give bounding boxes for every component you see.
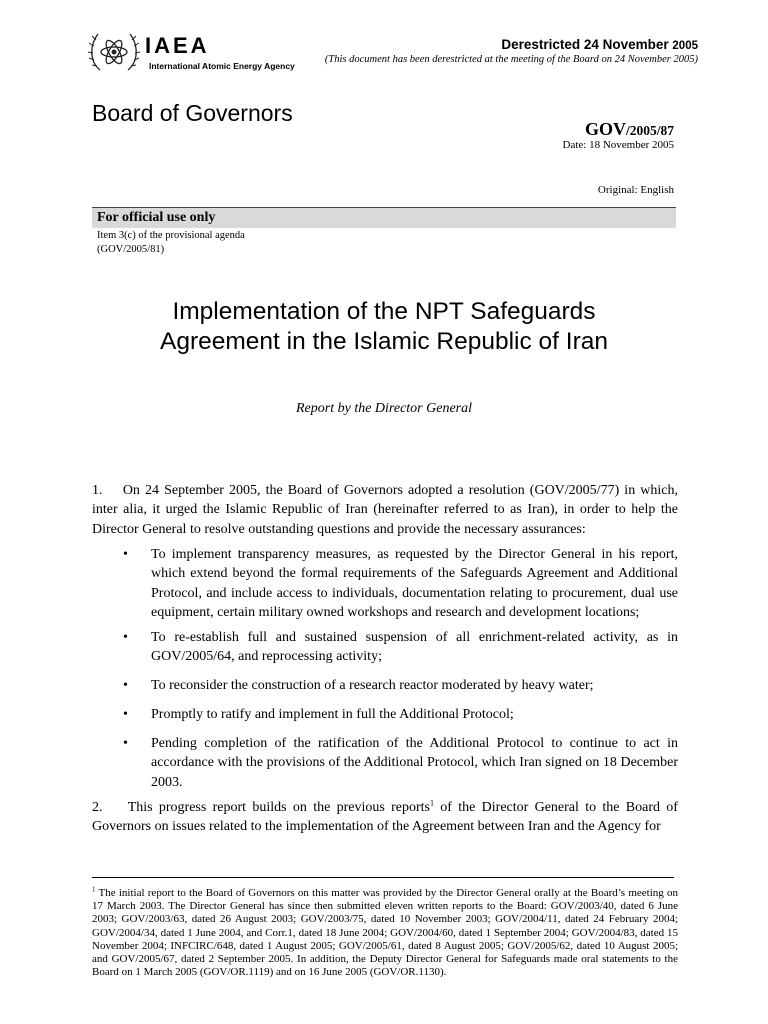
bullet-text: Promptly to ratify and implement in full the Additional Protocol; bbox=[151, 707, 514, 722]
bullet-icon: • bbox=[123, 736, 128, 751]
derestricted-main: Derestricted 24 November bbox=[501, 37, 673, 52]
agenda-line-2: (GOV/2005/81) bbox=[97, 244, 165, 255]
footnote-ref[interactable]: 1 bbox=[429, 798, 434, 808]
official-use-label: For official use only bbox=[97, 210, 216, 225]
derestricted-year: 2005 bbox=[672, 40, 698, 52]
paragraph-2-start: 2. This progress report builds on the previous reports bbox=[92, 800, 430, 815]
paragraph-2 bbox=[92, 798, 678, 837]
bullet-text: To re-establish full and sustained suspension of all enrichment-related activity, as in GOV/2005/64, and reprocessing activity; bbox=[151, 630, 678, 665]
org-abbreviation: IAEA bbox=[145, 33, 210, 58]
gov-number: /2005/87 bbox=[625, 123, 674, 138]
iaea-logo-icon bbox=[86, 26, 142, 78]
document-title bbox=[92, 297, 676, 357]
derestricted-date bbox=[501, 37, 698, 54]
org-full-name: International Atomic Energy Agency bbox=[149, 61, 295, 71]
bullet-icon: • bbox=[123, 707, 128, 722]
bullet-text: Pending completion of the ratification of the Additional Protocol to continue to act in accordance with the provisions of the Additional Protocol, which Iran signed on 18 December 2003. bbox=[151, 736, 678, 790]
gov-prefix: GOV bbox=[584, 119, 626, 139]
title-line-1: Implementation of the NPT Safeguards bbox=[172, 298, 596, 325]
agenda-line-1: Item 3(c) of the provisional agenda bbox=[97, 230, 245, 241]
bullet-text: To implement transparency measures, as requested by the Director General in his report, which extend beyond the formal requirements of the Safeguards Agreement and Additional Protocol, and include access to individuals, documentation relating to procurement, dual use equipment, certain military owned workshops and research and development locations; bbox=[151, 547, 678, 621]
bullet-icon: • bbox=[123, 630, 128, 645]
original-language: Original: English bbox=[597, 184, 674, 196]
agenda-item bbox=[97, 229, 245, 257]
board-heading: Board of Governors bbox=[92, 100, 293, 126]
derestricted-note: (This document has been derestricted at the meeting of the Board on 24 November 2005) bbox=[324, 54, 698, 65]
document-date: Date: 18 November 2005 bbox=[562, 139, 674, 151]
footnote-divider bbox=[92, 877, 674, 878]
footnote-1 bbox=[92, 887, 678, 979]
report-subtitle: Report by the Director General bbox=[296, 401, 472, 416]
paragraph-1: 1. On 24 September 2005, the Board of Governors adopted a resolution (GOV/2005/77) in which, inter alia, it urged the Islamic Republic of Iran (hereinafter referred to as Iran), in order to help the Director General to resolve outstanding questions and provide the necessary assurances: bbox=[92, 483, 678, 537]
bullet-icon: • bbox=[123, 678, 128, 693]
bullet-text: To reconsider the construction of a research reactor moderated by heavy water; bbox=[151, 678, 594, 693]
paragraph-2-end: of the Director General to the Board of Governors on issues related to the implementation of the Agreement between Iran and the Agency for bbox=[92, 800, 678, 835]
title-line-2: Agreement in the Islamic Republic of Iran bbox=[159, 328, 609, 355]
bullet-icon: • bbox=[123, 547, 128, 562]
footnote-text: The initial report to the Board of Governors on this matter was provided by the Director General orally at the Board’s meeting on 17 March 2003. The Director General has since then submitted eleven written reports to the Board: GOV/2003/40, dated 6 June 2003; GOV/2003/63, dated 26 August 2003; GOV/2003/75, dated 10 November 2003; GOV/2004/11, dated 24 February 2004; GOV/2004/34, dated 1 June 2004, and Corr.1, dated 18 June 2004; GOV/2004/60, dated 1 September 2004; GOV/2004/83, dated 15 November 2004; INFCIRC/648, dated 1 August 2005; GOV/2005/61, dated 8 August 2005; GOV/2005/62, dated 10 August 2005; and GOV/2005/67, dated 2 September 2005. In addition, the Deputy Director General for Safeguards made oral statements to the Board on 1 March 2005 (GOV/OR.1119) and on 16 June 2005 (GOV/OR.1130). bbox=[92, 887, 678, 979]
footnote-marker: 1 bbox=[92, 885, 96, 894]
